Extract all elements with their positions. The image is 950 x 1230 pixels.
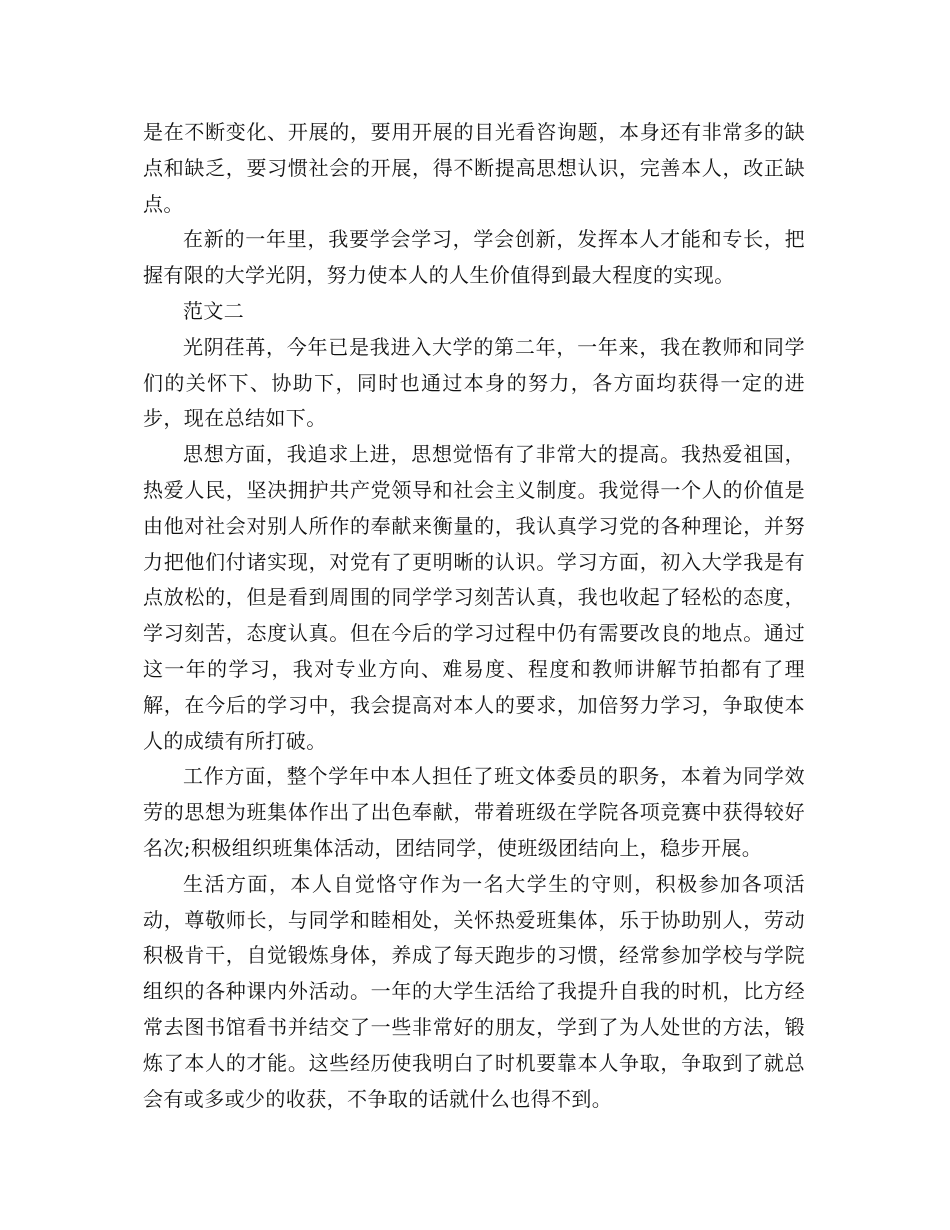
paragraph-work: 工作方面，整个学年中本人担任了班文体委员的职务，本着为同学效劳的思想为班集体作出了出色奉献，带着班级在学院各项竞赛中获得较好名次;积极组织班集体活动，团结同学，使班级团结向上，稳步开展。 [143, 764, 805, 860]
paragraph-continuation: 是在不断变化、开展的，要用开展的目光看咨询题，本身还有非常多的缺点和缺乏，要习惯社会的开展，得不断提高思想认识，完善本人，改正缺点。 [143, 120, 805, 216]
paragraph-thought-study: 思想方面，我追求上进，思想觉悟有了非常大的提高。我热爱祖国，热爱人民，坚决拥护共产党领导和社会主义制度。我觉得一个人的价值是由他对社会对别人所作的奉献来衡量的，我认真学习党的各种理论，并努力把他们付诸实现，对党有了更明晰的认识。学习方面，初入大学我是有点放松的，但是看到周围的同学学习刻苦认真，我也收起了轻松的态度，学习刻苦，态度认真。但在今后的学习过程中仍有需要改良的地点。通过这一年的学习，我对专业方向、难易度、程度和教师讲解节拍都有了理解，在今后的学习中，我会提高对本人的要求，加倍努力学习，争取使本人的成绩有所打破。 [143, 442, 805, 753]
paragraph-new-year: 在新的一年里，我要学会学习，学会创新，发挥本人才能和专长，把握有限的大学光阴，努力使本人的人生价值得到最大程度的实现。 [143, 227, 805, 288]
document-body [143, 115, 805, 1117]
paragraph-intro: 光阴荏苒，今年已是我进入大学的第二年，一年来，我在教师和同学们的关怀下、协助下，同时也通过本身的努力，各方面均获得一定的进步，现在总结如下。 [143, 334, 805, 431]
section-heading-sample-two: 范文二 [183, 298, 245, 323]
paragraph-life: 生活方面，本人自觉恪守作为一名大学生的守则，积极参加各项活动，尊敬师长，与同学和睦相处，关怀热爱班集体，乐于协助别人，劳动积极肯干，自觉锻炼身体，养成了每天跑步的习惯，经常参加学校与学院组织的各种课内外活动。一年的大学生活给了我提升自我的时机，比方经常去图书馆看书并结交了一些非常好的朋友，学到了为人处世的方法，锻炼了本人的才能。这些经历使我明白了时机要靠本人争取，争取到了就总会有或多或少的收获，不争取的话就什么也得不到。 [143, 871, 805, 1111]
